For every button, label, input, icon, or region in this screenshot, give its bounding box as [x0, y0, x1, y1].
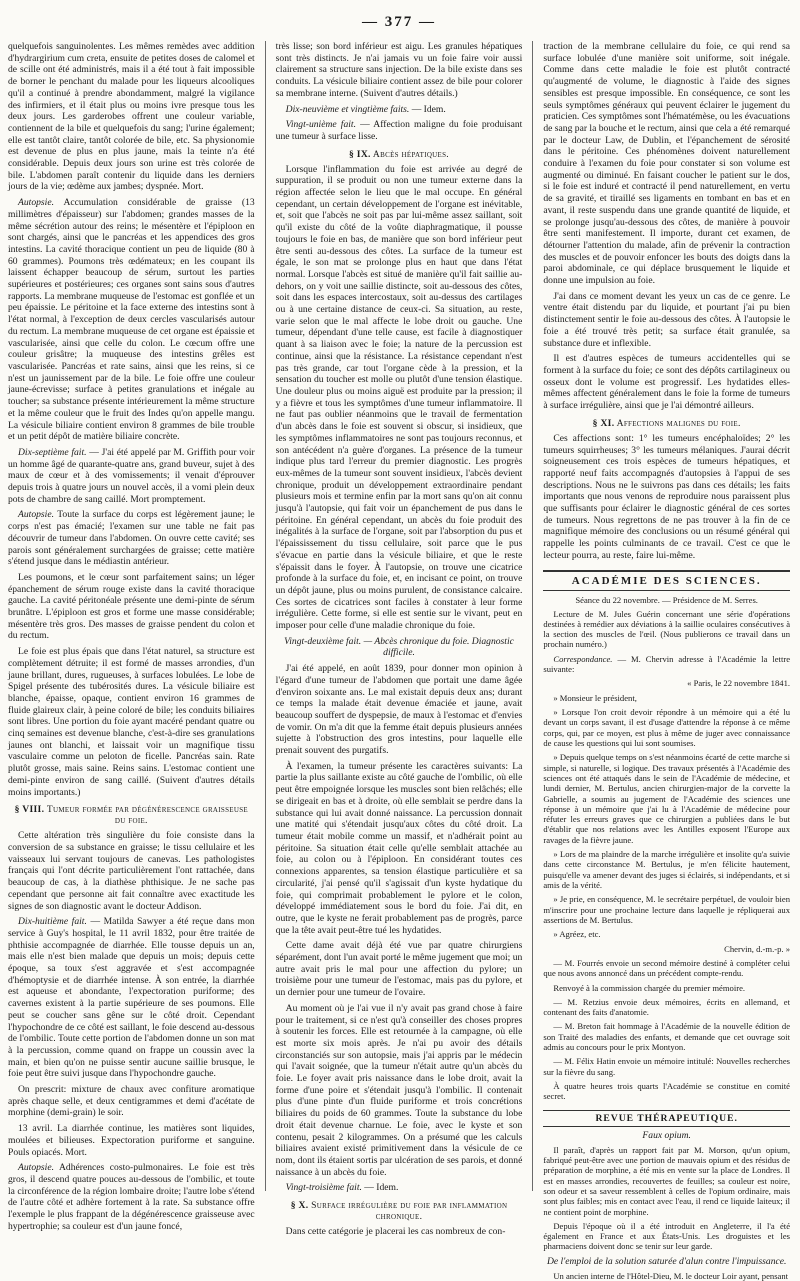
paragraph: Lecture de M. Jules Guérin concernant une série d'opérations destinées à remédier aux déviations à la saillie oculaires consécutives à la section des muscles de l'œil. (Nous publierons ce travail dans un prochain numéro.): [543, 608, 791, 650]
section-heading: [276, 149, 523, 160]
paragraph: Depuis l'époque où il a été introduit en Angleterre, il l'a été également en France et aux États-Unis. Les droguistes et les pharmaciens doivent donc se tenir sur leur garde.: [543, 1220, 791, 1252]
paragraph: Il paraît, d'après un rapport fait par M. Morson, qu'un opium, fabriqué peut-être avec une portion de mauvais opium et des résidus de préparation de morphine, a été mis en vente sur la place de Londres. Il est en masses arrondies, recouvertes de feuilles; sa couleur est noire, son odeur et sa saveur ressemblent à celles de l'opium ordinaire, mais sont plus faibles; mis en contact avec l'eau, il rend ce liquide laiteux; il ne contient point de morphine.: [543, 1144, 791, 1217]
paragraph-text: — Abcès chronique du foie. Diagnostic difficile.: [363, 635, 514, 659]
paragraph-text: — Idem.: [364, 1182, 399, 1194]
paragraph: Dans cette catégorie je placerai les cas nombreux de con-: [285, 1226, 506, 1238]
paragraph: [276, 119, 523, 142]
paragraph-text: — Idem.: [411, 103, 446, 115]
paragraph: Au moment où je l'ai vue il n'y avait pas grand chose à faire pour le traitement, si ce n'est qu'à conseiller des choses propres à soutenir les forces. Elle est retournée à la campagne, où elle est morte six mois après. Je n'ai pu avoir des détails circonstanciés sur son autopsie, mais j'ai appris par le médecin qui l'avait soignée, que la tumeur n'était autre qu'un abcès du foie. Le foyer avait pris naissance dans le lobe droit, avait la forme d'une poire et s'étendait jusqu'à l'ombilic. Il contenait plus d'une pinte d'un fluide puriforme et trois concrétions biliaires du poids de 60 grammes. Toute la substance du lobe droit était devenue charnue. Le foie, avec le kyste et son contenu, pesait 2 kilogrammes. On a présumé que les calculs biliaires avaient existé primitivement dans la vésicule de ce nom, dont ils étaient sortis par ulcération de ses parois, et donné naissance à un abcès du foie.: [275, 1002, 523, 1178]
case-label: Dix-neuvième et vingtième faits.: [285, 103, 410, 115]
paragraph: quelquefois sanguinolentes. Les mêmes remèdes avec addition d'hydrargirium cum creta, ensuite de petites doses de calomel et de scille ont été administrés, mais il a été tout à fait impossible de borner le penchant du malade pour les liqueurs alcooliques qu'il a continué à prendre abondamment, malgré la vigilance des infirmiers, et il était plus ou moins ivre presque tous les deux jours. Les garderobes offrent une couleur variable, contiennent de la bile et quelquefois du sang; l'urine également; elle est tantôt claire, tantôt colorée de bile, etc. Sa physionomie est devenue de plus en plus jaune, mais la teinte n'a été considérable. Depuis deux jours son urine est très colorée de bile. L'abdomen paraît contenir du liquide dans les derniers jours de la vie; œdème aux jambes; dyspnée. Mort.: [8, 41, 255, 193]
section-heading: [543, 418, 790, 429]
case-label: Dix-huitième fait.: [18, 916, 87, 928]
paragraph: [543, 654, 790, 675]
paragraph: Le foie est plus épais que dans l'état naturel, sa structure est complètement détruite; il est formé de masses arrondies, d'un jaune brillant, dures, rugueuses, à surfaces lobulées. Le lobe de Spigel présente des tubérosités dures. La vésicule biliaire est blanche, épaisse, opaque, contient environ 16 grammes de fluide glaireux clair, à peine coloré de bile; les conduits biliaires sont libres. Une portion du foie ayant macéré pendant quatre ou cinq semaines est devenue blanche, c'est-à-dire ses granulations jaunes ont blanchi, et laissait voir un magnifique tissu vasculaire comme un peloton de ficelle. Pancréas sain. Rate plutôt grosse, mais saine. Reins sains. L'estomac contient une demi-pinte environ de sang caillé. (Suivent d'autres détails moins importants.): [8, 646, 255, 798]
letter-signature: Chervin, d.-m.-p. »: [724, 943, 791, 954]
paragraph: [276, 1182, 523, 1194]
paragraph: » Lorsque l'on croit devoir répondre à un mémoire qui a été lu devant un corps savant, il est d'usage d'attendre la réponse à ce même corps, qui, par ce moyen, est plus à même de juger avec connaissance de cause les questions qui lui sont soumises.: [543, 707, 791, 748]
column-divider: [532, 41, 533, 1191]
paragraph: — M. Breton fait hommage à l'Académie de la nouvelle édition de son Traité des maladies des enfants, et demande que cet ouvrage soit admis au concours pour le prix Montyon.: [543, 1021, 791, 1053]
paragraph: » Je prie, en conséquence, M. le secrétaire perpétuel, de vouloir bien m'inscrire pour une prochaine lecture dans laquelle je répliquerai aux assertions de M. Bertulus.: [543, 894, 791, 925]
paragraph: — M. Fourrés envoie un second mémoire destiné à compléter celui que nous avons annoncé dans un précédent compte-rendu.: [543, 957, 791, 979]
paragraph: Ces affections sont: 1° les tumeurs encéphaloïdes; 2° les tumeurs squirrheuses; 3° les tumeurs mélaniques. J'aurai décrit soigneusement ces trois espèces de tumeurs hépatiques, et rapporté neuf faits accompagnés d'autopsies à l'appui de ses descriptions. Nous ne le suivrons pas dans ces détails; les faits importants que nous venons de reproduire nous paraissent plus que suffisants pour éclairer le diagnostic général de ces sortes de tumeurs. Nous regrettons de ne pas trouver à la fin de ce magnifique mémoire des conclusions ou un résumé général qui rappelle les points culminants de ce travail. C'est ce que le lecteur pourra, au reste, faire lui-même.: [543, 432, 791, 561]
paragraph-text: — Affection maligne du foie produisant une tumeur à surface lisse.: [275, 119, 523, 142]
case-label: Vingt-troisième fait.: [285, 1182, 362, 1194]
paragraph: traction de la membrane cellulaire du foie, ce qui rend sa surface lobulée d'une manière soit uniforme, soit inégale. Comme dans cette maladie le foie est plutôt contracté qu'augmenté de volume, le diagnostic à l'aide des signes sensibles est presque impossible. En conséquence, ce sont les seuls symptômes généraux qui peuvent éclairer le jugement du praticien. Ces symptômes sont l'hématémèse, ou les évacuations de sang par la bouche et le rectum, ainsi que cela a été remarqué par le docteur Law, de Dublin, et l'épanchement de sérosité dans le péritoine. Ces phénomènes doivent naturellement conduire à l'examen du foie pour constater si son volume est augmenté ou diminué. En faisant coucher le patient sur le dos, si le foie est induré et contracté il pend naturellement, en vertu de sa gravité, et tiraillé ses ligaments en tombant en bas et en avant, il reste suspendu dans une grande quantité de liquide, et se prolonge jusqu'au-dessous des côtes, de manière à pouvoir être senti manifestement. Il importe, durant cet examen, de détourner l'attention du malade, afin de prévenir la contraction des muscles et de pouvoir enfoncer les bouts des doigts dans la paroi abdominale, ce qui déplace brusquement le liquide et donne une impulsion au foie.: [543, 41, 791, 287]
section-number: § XI.: [592, 417, 615, 429]
paragraph: J'ai été appelé, en août 1839, pour donner mon opinion à l'égard d'une tumeur de l'abdomen que portait une dame âgée d'environ soixante ans. Le mal existait depuis deux ans; durant ce temps la malade était devenue émaciée et jaune, avait beaucoup souffert de dyspepsie, de maux à l'estomac et d'envies de vomir. On m'a dit que la femme était depuis plusieurs années sujette à l'obstruction des gros intestins, pour laquelle elle prenait souvent des purgatifs.: [275, 663, 523, 757]
paragraph: J'ai dans ce moment devant les yeux un cas de ce genre. Le ventre était distendu par du liquide, et pourtant j'ai pu bien distinctement sentir le foie au-dessous des côtes. À l'autopsie le foie a été trouvé très petit; sa surface était granulée, sa substance dure et inflexible.: [543, 290, 791, 349]
paragraph: À l'examen, la tumeur présente les caractères suivants: La partie la plus saillante existe au côté gauche de l'ombilic, où elle peut être empoignée lorsque les muscles sont bien relâchés; elle se dirigeait en bas et à droite, où elle semblait se perdre dans la substance qui lui avait donné naissance. La percussion donnait une matité qui s'étendait jusqu'aux côtes du côté droit. La tumeur était mobile comme un massif, et n'adhérait point au péritoine. Sa situation était celle qu'elle semblait attachée au foie, au colon ou à l'épiploon. En considérant toutes ces connexions apparentes, sa tension élastique particulière et sa circularité, j'ai pensé qu'il s'agissait d'un kyste hydatique du foie, qui comprimait probablement le pylore et le colon, développé immédiatement sous le bord du foie. J'ai dit, en outre, que le kyste ne ferait probablement pas de progrès, parce que la tête avait peut-être tué les hydatides.: [275, 760, 523, 936]
paragraph-text: — M. Chervin adresse à l'Académie la lettre suivante:: [543, 653, 791, 675]
case-label: Vingt-deuxième fait.: [284, 635, 362, 647]
paragraph: [8, 1162, 255, 1232]
columns: [8, 41, 791, 1281]
section-heading: [8, 804, 255, 826]
paragraph: [276, 636, 523, 659]
case-label: Dix-septième fait.: [18, 446, 87, 458]
paragraph: » Lors de ma plaindre de la marche irrégulière et insolite qu'a suivie dans cette circonstance M. Bertulus, je m'en félicite hautement, puisqu'elle va amener devant des juges si éclairés, si indépendants, et si amis de la vérité.: [543, 849, 791, 891]
section-title: Abcès hépatiques.: [372, 148, 450, 160]
paragraph: — M. Félix Hatin envoie un mémoire intitulé: Nouvelles recherches sur la fièvre du sang.: [543, 1056, 791, 1077]
section-heading: [276, 1200, 523, 1222]
section-number: § VIII.: [14, 804, 45, 816]
section-title: Tumeur formée par dégénérescence graisseuse du foie.: [46, 804, 249, 827]
case-label: Autopsie.: [18, 509, 54, 521]
paragraph: [8, 447, 255, 506]
item-label: Correspondance.: [553, 653, 613, 664]
paragraph: [8, 197, 255, 443]
case-label: Autopsie.: [18, 1162, 54, 1174]
section-title: Surface irrégulière du foie par inflammation chronique.: [311, 1200, 508, 1223]
letter-salutation: » Monsieur le président,: [553, 692, 637, 703]
paragraph: Les poumons, et le cœur sont parfaitement sains; un léger épanchement de sérum rouge existe dans la cavité thoracique gauche. La cavité péritonéale présente une demi-pinte de sérum brunâtre. L'épiploon est gros et forme une masse considérable; mésentère très gros. Des masses de graisse pendent du colon et du rectum.: [8, 571, 255, 642]
column-2: [275, 41, 523, 1238]
paragraph-text: Toute la surface du corps est légèrement jaune; le corps n'est pas émacié; l'examen sur une table ne fait pas découvrir de tumeur dans l'abdomen. On ouvre cette cavité; ses parois sont généralement surchargées de graisse; cette matière s'étend jusque dans le médiastin antérieur.: [8, 509, 255, 568]
article-subtitle: De l'emploi de la solution saturée d'alun contre l'impuissance.: [546, 1255, 787, 1267]
academie-report: [543, 609, 790, 1102]
paragraph: [8, 916, 255, 1080]
paragraph: [276, 104, 523, 116]
paragraph: On prescrit: mixture de chaux avec confiture aromatique après chaque selle, et deux centigrammes et demi d'acétate de morphine (demi-grain) le soir.: [8, 1084, 255, 1119]
paragraph: Renvoyé à la commission chargée du premier mémoire.: [553, 982, 746, 993]
paragraph: [8, 509, 255, 568]
paragraph: Lorsque l'inflammation du foie est arrivée au degré de suppuration, il se produit ou non une tumeur externe dans la région affectée selon le lieu que le mal occupe. En général cependant, un certain développement de l'organe est inévitable, et, soit que l'abcès ne soit pas par lui-même assez saillant, soit qu'il existe du côté de la voûte diaphragmatique, il pousse toujours le foie en bas, de manière que son bord inférieur peut être senti au-dessous des côtes. La surface de la tumeur est égale, le son mat se prolonge plus en haut que dans l'état normal. Lorsque l'abcès est situé de manière qu'il fait saillie au-dehors, on y voit une saillie distincte, soit au-dessous des côtes, soit dans les espaces intercostaux, soit au-dessus des cartilages ou à une certaine distance de ceux-ci. Sa situation, au reste, varie selon que le mal affecte le lobe droit ou gauche. Une tumeur, dépendant d'une telle cause, est facile à diagnostiquer quant à sa liaison avec le foie; la nature de la percussion est continue, ainsi que la résistance. La résistance cependant n'est pas très grande, car tout l'organe cède à la pression, et la sensation du toucher est molle ou plutôt d'une tension élastique. Une douleur plus ou moins aiguë est produite par la pression; il y a fièvre et tous les symptômes d'une tumeur inflammatoire. Il ne faut pas oublier néanmoins que le travail de fermentation d'un abcès dans le foie est souvent si obscur, si insidieux, que les symptômes inflammatoires ne sont pas toujours reconnus, et son antécédent n'a guère d'organes. La présence de la tumeur indique plus tard l'erreur du premier diagnostic. Les progrès eux-mêmes de la tumeur sont souvent insidieux, l'abcès devient chronique, produit un développement extraordinaire pendant plusieurs mois et termine enfin par la mort sans qu'on ait connu jusqu'à l'autopsie, qui fait voir un épanchement de pus dans le péritoine. En général cependant, un abcès du foie produit des inégalités à la surface de l'organe, soit par l'absorption du pus et l'épaississement du tissu cellulaire, soit parce que le pus s'évacue en partie dans la vésicule biliaire, et que le reste s'épaissit dans le foyer. À l'autopsie, on trouve une cicatrice profonde à la surface du foie, et, en incisant ce point, on trouve un dépôt jaune, plus ou moins purulent, de consistance calcaire. Ces sortes de cicatrices sont faciles à constater à leur forme irrégulière. Cette forme, si elle est sentie sur le vivant, peut en imposer pour celle d'une maladie chronique du foie.: [275, 163, 523, 632]
paragraph-text: Adhérences costo-pulmonaires. Le foie est très gros, il descend quatre pouces au-dessous de l'ombilic, et toute la circonférence de la région lombaire droite; l'autre lobe s'étend de l'autre côté et adhère fortement à la rate. Sa substance offre l'exemple le plus frappant de la dégénérescence graisseuse avec hypertrophie; sa couleur est d'un jaune foncé,: [8, 1162, 255, 1232]
section-title: Affections malignes du foie.: [616, 417, 741, 429]
paragraph: » Agréez, etc.: [553, 929, 601, 940]
revue-header: REVUE THÉRAPEUTIQUE.: [543, 1110, 790, 1127]
section-number: § X.: [290, 1200, 309, 1212]
revue-article: [543, 1145, 790, 1281]
column-1: [8, 41, 255, 1232]
paragraph-text: — Matilda Sawyer a été reçue dans mon service à Guy's hospital, le 11 avril 1832, pour être traitée de phthisie accompagnée de diarrhée. Elle tousse depuis un an, mais elle n'est bien malade que depuis un mois; depuis cette époque, sa toux s'est aggravée et s'est accompagnée d'hémoptysie et de diarrhée intense. À son entrée, la diarrhée est aqueuse et abondante, l'expectoration puriforme; des cavernes existent à la partie supérieure de ses poumons. Elle peut se coucher sans gêne sur le côté droit. Cependant l'hypochondre de ce côté est saillant, le foie descend au-dessous de l'ombilic. Toute cette portion de l'abdomen donne un son mat à la percussion, comme quand on frappe un coussin avec la main, et bien qu'on ne puisse sentir aucune saillie brusque, le foie peut être suivi jusque dans l'hypochondre gauche.: [8, 916, 255, 1080]
section-number: § IX.: [348, 148, 371, 160]
paragraph: — M. Retzius envoie deux mémoires, écrits en allemand, et contenant des faits d'anatomie.: [543, 996, 791, 1018]
paragraph-text: — J'ai été appelé par M. Griffith pour voir un homme âgé de quarante-quatre ans, grand buveur, sujet à des maux de cœur et à des vomissements; il venait d'éprouver depuis trois à quatre jours un nouvel accès, il a vomi plein deux pots de chambre de sang caillé. Mort promptement.: [8, 446, 255, 505]
letter-date: « Paris, le 22 novembre 1841.: [687, 678, 791, 689]
academie-header: ACADÉMIE DES SCIENCES.: [543, 570, 790, 591]
paragraph: très lisse; son bord inférieur est aigu. Les granules hépatiques sont très distincts. Je n'ai jamais vu un foie faire voir aussi clairement sa structure sans injection. De la bile existe dans ses conduits. La vésicule biliaire contient assez de bile pour colorer sa membrane interne. (Suivent d'autres détails.): [275, 41, 523, 99]
paragraph-text: Accumulation considérable de graisse (13 millimètres d'épaisseur) sur l'abdomen; grandes masses de la même sécrétion autour des reins; le mésentère et l'épiploon en sont chargés, ainsi que le pancréas et les appendices des gros intestins. La cavité thoracique contient un peu de liquide (80 à 60 grammes). Poumons très œdémateux; en les coupant ils laissent échapper beaucoup de sérum, surtout les parties supérieures et postérieures; ces organes sont sains sous d'autres rapports. La membrane muqueuse de l'estomac est gonflée et un peu épaissie. Le péritoine et la face externe des intestins sont à l'état normal, à l'exception de deux cercles vascularisés autour du rectum. La membrane muqueuse de cet organe est épaissie et vascularisée, ainsi que celle du colon. Le cœcum offre une couleur grisâtre; la muqueuse des intestins grêles est vascularisée. Pancréas et rate sains, ainsi que les reins, si ce n'est un jaunissement par de la bile. Le foie offre une couleur jaune-écrevisse; surface à petites granulations et inégale au toucher; sa substance présente intérieurement la même structure et la même couleur que le fruit des Indes qu'on appelle mangu. La vésicule biliaire contient environ 8 grammes de bile trouble et un petit dépôt de matière biliaire concrète.: [8, 197, 255, 443]
paragraph: Cette altération très singulière du foie consiste dans la conversion de sa substance en graisse; le tissu cellulaire et les vaisseaux lui servant toujours de canevas. Les pathologistes français qui l'ont décrite particulièrement l'ont rattachée, dans beaucoup de cas, à la diathèse phthisique. Je ne sache pas cependant que personne ait fait connaître avec exactitude les signes de son diagnostic avant le docteur Addison.: [8, 830, 255, 912]
page-number: — 377 —: [362, 14, 436, 30]
paragraph: 13 avril. La diarrhée continue, les matières sont liquides, moulées et bilieuses. Expectoration puriforme et sanguine. Pouls opiacés. Mort.: [8, 1123, 255, 1158]
paragraph: » Depuis quelque temps on s'est néanmoins écarté de cette marche si simple, si naturelle, si logique. Des travaux présentés à l'Académie des sciences ont été attaqués dans le sein de l'Académie de médecine, et lundi dernier, M. Bertulus, ancien chirurgien-major de la corvette la Gabrielle, a soumis au jugement de l'Académie des sciences une réponse à un mémoire que j'ai lu à l'Académie de médecine pour réfuter les erreurs graves que ce chirurgien a publiées dans le but d'établir que nos relations avec les Antilles exposent l'Europe aux ravages de la fièvre jaune.: [543, 752, 791, 845]
session-info: Séance du 22 novembre. — Présidence de M. Serres.: [575, 594, 758, 605]
column-divider: [265, 41, 266, 1191]
paragraph: Il est d'autres espèces de tumeurs accidentelles qui se forment à la surface du foie; ce sont des dépôts cartilagineux ou osseux dont le volume est progressif. Les hydatides elles-mêmes affectent généralement dans le foie la forme de tumeurs à surface irrégulière, ainsi que je l'ai démontré ailleurs.: [543, 353, 791, 412]
case-label: Vingt-unième fait.: [285, 119, 356, 131]
paragraph: À quatre heures trois quarts l'Académie se constitue en comité secret.: [543, 1081, 791, 1102]
article-subtitle: Faux opium.: [642, 1129, 691, 1141]
case-label: Autopsie.: [18, 197, 54, 209]
paragraph: Un ancien interne de l'Hôtel-Dieu, M. le docteur Loir ayant, pensant: [553, 1270, 789, 1281]
column-3: [543, 41, 791, 1281]
paragraph: Cette dame avait déjà été vue par quatre chirurgiens séparément, dont l'un avait porté le même jugement que moi; un autre avait pris le mal pour une affection du pylore; un troisième pour une tumeur de l'estomac, mais pas du pylore, et un dernier pour une tumeur de l'ovaire.: [275, 940, 523, 999]
